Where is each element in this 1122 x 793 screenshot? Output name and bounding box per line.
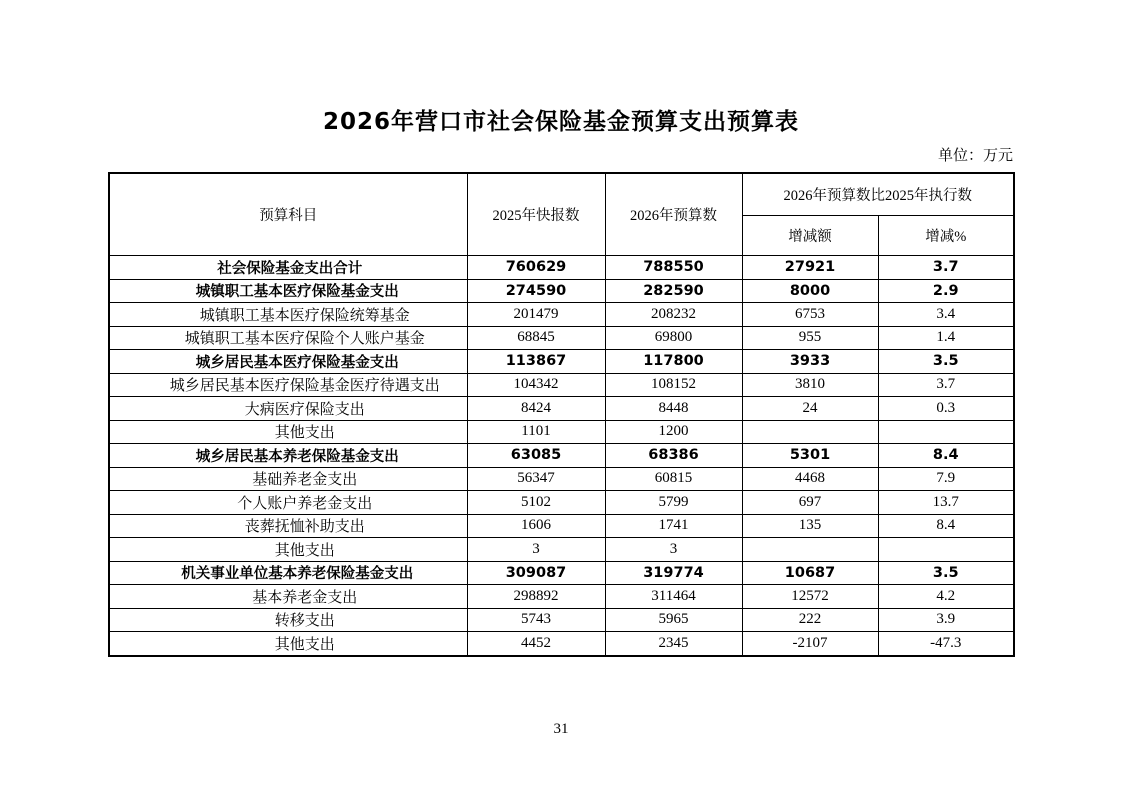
cell-subject: 机关事业单位基本养老保险基金支出 bbox=[109, 561, 467, 585]
cell-pct: 3.7 bbox=[878, 373, 1014, 397]
table-row bbox=[109, 467, 1014, 491]
cell-pct: 3.7 bbox=[878, 256, 1014, 280]
table-row bbox=[109, 373, 1014, 397]
cell-delta: 135 bbox=[742, 514, 878, 538]
header-delta: 增减额 bbox=[742, 216, 878, 256]
cell-2025: 1606 bbox=[467, 514, 605, 538]
cell-pct bbox=[878, 538, 1014, 562]
cell-2026: 8448 bbox=[605, 397, 742, 421]
cell-2025: 8424 bbox=[467, 397, 605, 421]
cell-2026: 117800 bbox=[605, 350, 742, 374]
table-row bbox=[109, 279, 1014, 303]
header-2026: 2026年预算数 bbox=[605, 173, 742, 256]
cell-delta: 222 bbox=[742, 608, 878, 632]
cell-subject: 城乡居民基本医疗保险基金支出 bbox=[109, 350, 467, 374]
cell-2026: 2345 bbox=[605, 632, 742, 656]
table-row bbox=[109, 326, 1014, 350]
cell-delta: 12572 bbox=[742, 585, 878, 609]
cell-subject: 城镇职工基本医疗保险个人账户基金 bbox=[109, 326, 467, 350]
cell-2026: 788550 bbox=[605, 256, 742, 280]
cell-subject: 城乡居民基本医疗保险基金医疗待遇支出 bbox=[109, 373, 467, 397]
cell-2025: 63085 bbox=[467, 444, 605, 468]
cell-subject: 基础养老金支出 bbox=[109, 467, 467, 491]
cell-2025: 5102 bbox=[467, 491, 605, 515]
table-row bbox=[109, 561, 1014, 585]
cell-delta: 8000 bbox=[742, 279, 878, 303]
cell-2025: 104342 bbox=[467, 373, 605, 397]
cell-2026: 3 bbox=[605, 538, 742, 562]
cell-delta: 10687 bbox=[742, 561, 878, 585]
table-row bbox=[109, 350, 1014, 374]
cell-subject: 其他支出 bbox=[109, 538, 467, 562]
cell-2025: 113867 bbox=[467, 350, 605, 374]
cell-delta: 3810 bbox=[742, 373, 878, 397]
table-row bbox=[109, 397, 1014, 421]
cell-pct: 1.4 bbox=[878, 326, 1014, 350]
cell-subject: 社会保险基金支出合计 bbox=[109, 256, 467, 280]
page-number: 31 bbox=[553, 721, 569, 737]
cell-subject: 基本养老金支出 bbox=[109, 585, 467, 609]
cell-2026: 60815 bbox=[605, 467, 742, 491]
budget-table bbox=[108, 172, 1015, 657]
cell-delta: 5301 bbox=[742, 444, 878, 468]
table-row bbox=[109, 538, 1014, 562]
cell-delta: 24 bbox=[742, 397, 878, 421]
table-row bbox=[109, 303, 1014, 327]
cell-pct: 7.9 bbox=[878, 467, 1014, 491]
cell-2026: 5965 bbox=[605, 608, 742, 632]
cell-subject: 丧葬抚恤补助支出 bbox=[109, 514, 467, 538]
table-row bbox=[109, 444, 1014, 468]
cell-2026: 1741 bbox=[605, 514, 742, 538]
cell-2025: 274590 bbox=[467, 279, 605, 303]
cell-subject: 转移支出 bbox=[109, 608, 467, 632]
cell-pct: 3.4 bbox=[878, 303, 1014, 327]
cell-delta bbox=[742, 420, 878, 444]
cell-2025: 760629 bbox=[467, 256, 605, 280]
table-row bbox=[109, 420, 1014, 444]
cell-2025: 56347 bbox=[467, 467, 605, 491]
header-pct: 增减% bbox=[878, 216, 1014, 256]
cell-pct bbox=[878, 420, 1014, 444]
cell-subject: 城镇职工基本医疗保险基金支出 bbox=[109, 279, 467, 303]
cell-2026: 69800 bbox=[605, 326, 742, 350]
table-header bbox=[109, 173, 1014, 256]
unit-label: 单位：万元 bbox=[937, 148, 1013, 164]
cell-pct: 3.5 bbox=[878, 561, 1014, 585]
cell-subject: 大病医疗保险支出 bbox=[109, 397, 467, 421]
cell-pct: 13.7 bbox=[878, 491, 1014, 515]
cell-subject: 其他支出 bbox=[109, 632, 467, 656]
header-comparison-group: 2026年预算数比2025年执行数 bbox=[742, 173, 1014, 216]
cell-2025: 4452 bbox=[467, 632, 605, 656]
cell-delta: 6753 bbox=[742, 303, 878, 327]
cell-pct: 3.9 bbox=[878, 608, 1014, 632]
cell-delta: 4468 bbox=[742, 467, 878, 491]
cell-2025: 309087 bbox=[467, 561, 605, 585]
cell-2025: 68845 bbox=[467, 326, 605, 350]
table-row bbox=[109, 608, 1014, 632]
table-row bbox=[109, 256, 1014, 280]
cell-pct: 0.3 bbox=[878, 397, 1014, 421]
cell-2026: 5799 bbox=[605, 491, 742, 515]
cell-delta bbox=[742, 538, 878, 562]
cell-pct: 3.5 bbox=[878, 350, 1014, 374]
table-row bbox=[109, 514, 1014, 538]
cell-delta: -2107 bbox=[742, 632, 878, 656]
cell-pct: -47.3 bbox=[878, 632, 1014, 656]
cell-subject: 城乡居民基本养老保险基金支出 bbox=[109, 444, 467, 468]
table-body bbox=[109, 256, 1014, 656]
cell-pct: 8.4 bbox=[878, 514, 1014, 538]
table-row bbox=[109, 632, 1014, 656]
cell-subject: 其他支出 bbox=[109, 420, 467, 444]
cell-delta: 27921 bbox=[742, 256, 878, 280]
cell-delta: 697 bbox=[742, 491, 878, 515]
cell-2026: 108152 bbox=[605, 373, 742, 397]
cell-2026: 208232 bbox=[605, 303, 742, 327]
table-row bbox=[109, 491, 1014, 515]
page-title: 2026年营口市社会保险基金预算支出预算表 bbox=[322, 109, 799, 135]
cell-2026: 319774 bbox=[605, 561, 742, 585]
cell-delta: 3933 bbox=[742, 350, 878, 374]
cell-2026: 311464 bbox=[605, 585, 742, 609]
cell-2025: 298892 bbox=[467, 585, 605, 609]
cell-subject: 个人账户养老金支出 bbox=[109, 491, 467, 515]
cell-2025: 1101 bbox=[467, 420, 605, 444]
cell-2026: 68386 bbox=[605, 444, 742, 468]
cell-subject: 城镇职工基本医疗保险统筹基金 bbox=[109, 303, 467, 327]
cell-pct: 8.4 bbox=[878, 444, 1014, 468]
cell-2025: 5743 bbox=[467, 608, 605, 632]
cell-2026: 1200 bbox=[605, 420, 742, 444]
cell-2026: 282590 bbox=[605, 279, 742, 303]
header-2025: 2025年快报数 bbox=[467, 173, 605, 256]
table-row bbox=[109, 585, 1014, 609]
cell-2025: 3 bbox=[467, 538, 605, 562]
cell-pct: 4.2 bbox=[878, 585, 1014, 609]
cell-2025: 201479 bbox=[467, 303, 605, 327]
cell-pct: 2.9 bbox=[878, 279, 1014, 303]
cell-delta: 955 bbox=[742, 326, 878, 350]
header-subject: 预算科目 bbox=[109, 173, 467, 256]
